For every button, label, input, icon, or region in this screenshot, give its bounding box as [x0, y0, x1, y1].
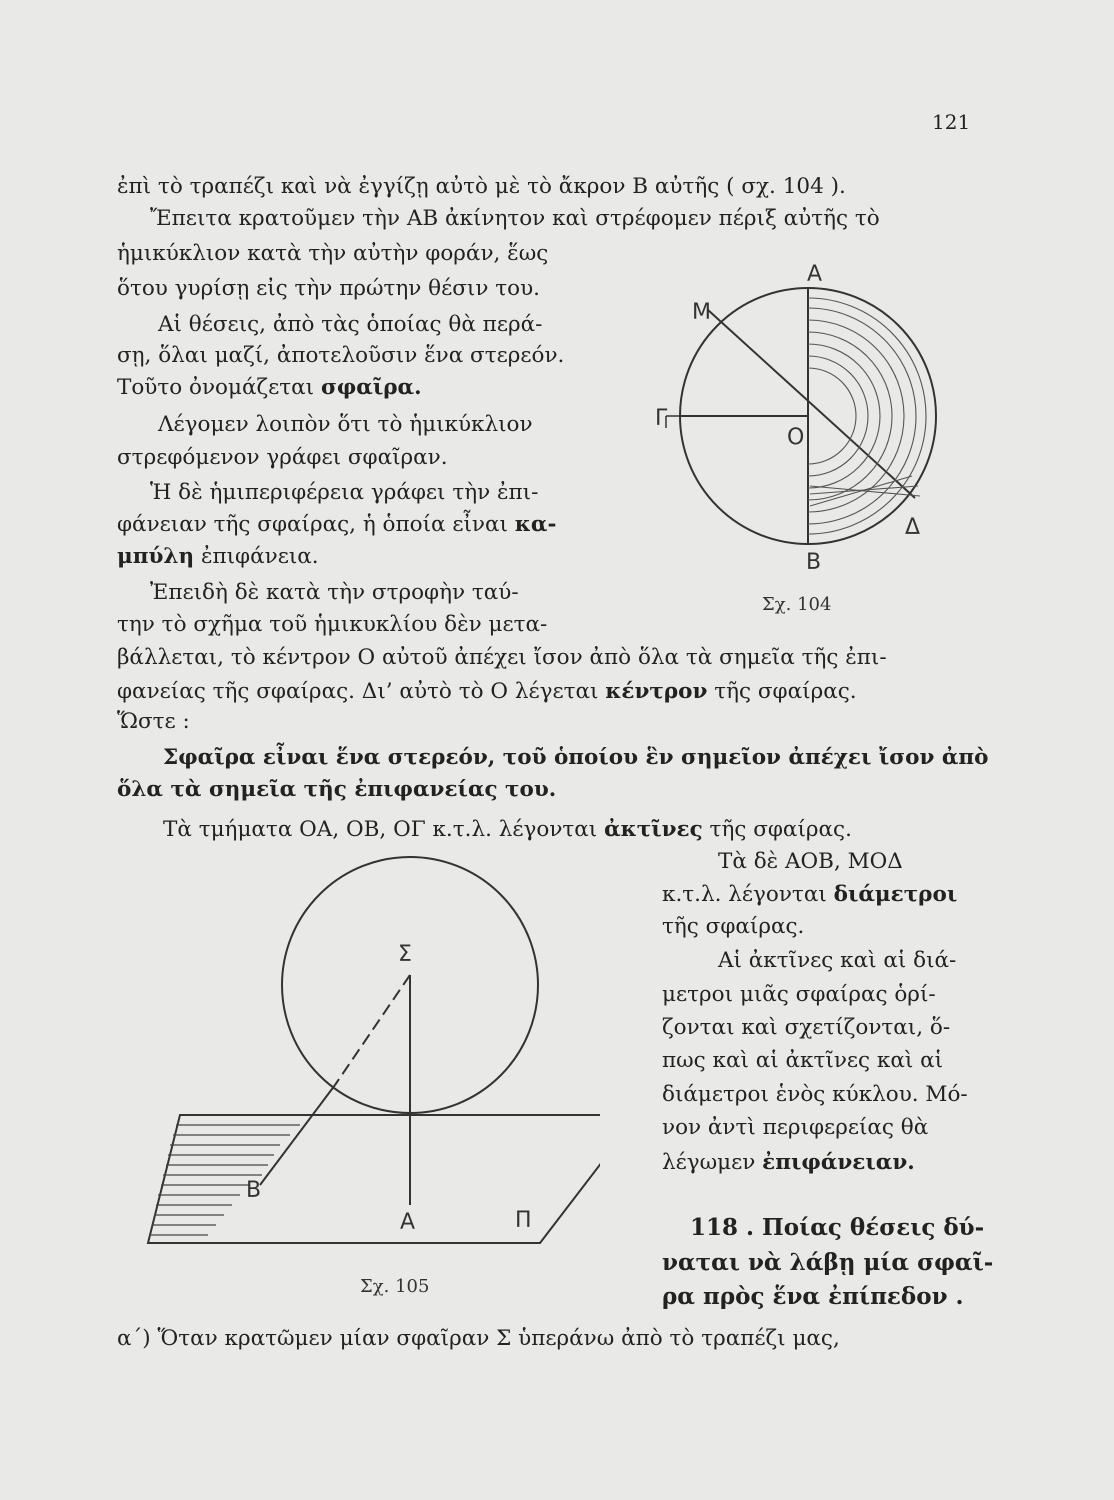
- page-number: 121: [932, 110, 971, 134]
- fig104-diameter-md: [708, 310, 915, 498]
- fig105-label-b: Β: [246, 1178, 262, 1203]
- text-line-12: [117, 542, 319, 572]
- text-line-14: την τὸ σχῆμα τοῦ ἡμικυκλίου δὲν μετα-: [117, 612, 548, 637]
- fig104-label-b: Β: [806, 550, 822, 575]
- term-kentron: κέντρον: [605, 679, 708, 704]
- text-line-2: Ἔπειτα κρατοῦμεν τὴν ΑΒ ἀκίνητον καὶ στρέφομεν πέριξ αὐτῆς τὸ: [150, 206, 880, 231]
- text-line-7-a: Τοῦτο ὀνομάζεται: [117, 375, 315, 400]
- text-line-4: ὅτου γυρίσῃ εἰς τὴν πρώτην θέσιν του.: [117, 276, 541, 301]
- text-line-16-c: τῆς σφαίρας.: [714, 679, 857, 704]
- text-line-7: [117, 373, 422, 403]
- text-line-13: Ἐπειδὴ δὲ κατὰ τὴν στροφὴν ταύ-: [150, 580, 519, 605]
- text-line-11-a: φάνειαν τῆς σφαίρας, ἡ ὁποία εἶναι: [117, 512, 508, 537]
- fig105-label-p: Π: [515, 1208, 532, 1233]
- text-line-30: [662, 1148, 915, 1178]
- text-line-24: Αἱ ἀκτῖνες καὶ αἱ διά-: [718, 948, 957, 973]
- text-line-29: νον ἀντὶ περιφερείας θὰ: [662, 1115, 929, 1140]
- definition-line-2: ὅλα τὰ σημεῖα τῆς ἐπιφανείας του.: [117, 777, 557, 802]
- section-118-line-1: 118 . Ποίας θέσεις δύ-: [690, 1214, 985, 1241]
- text-line-22-a: κ.τ.λ. λέγονται: [662, 882, 827, 907]
- text-line-26: ζονται καὶ σχετίζονται, ὅ-: [662, 1015, 951, 1040]
- text-line-1: ἐπὶ τὸ τραπέζι καὶ νὰ ἐγγίζῃ αὐτὸ μὲ τὸ ἄκρον Β αὐτῆς ( σχ. 104 ).: [117, 174, 846, 199]
- fig104-caption: Σχ. 104: [762, 594, 832, 615]
- text-line-34: α΄) Ὅταν κρατῶμεν μίαν σφαῖραν Σ ὑπεράνω ἀπὸ τὸ τραπέζι μας,: [117, 1326, 840, 1351]
- text-line-22: [662, 880, 957, 910]
- text-line-20-a: Τὰ τμήματα ΟΑ, ΟΒ, ΟΓ κ.τ.λ. λέγονται: [163, 817, 598, 842]
- text-line-11: [117, 510, 556, 540]
- fig105-caption: Σχ. 105: [360, 1276, 430, 1297]
- fig104-label-m: Μ: [692, 300, 711, 325]
- text-line-5: Αἱ θέσεις, ἀπὸ τὰς ὁποίας θὰ περά-: [158, 312, 543, 337]
- fig105-oblique-dashed: [335, 975, 410, 1085]
- term-sfaira: σφαῖρα.: [320, 375, 422, 400]
- term-kampyli-2: μπύλη: [117, 544, 195, 569]
- fig104-label-d: Δ: [905, 515, 921, 540]
- text-line-27: πως καὶ αἱ ἀκτῖνες καὶ αἱ: [662, 1048, 944, 1073]
- fig105-label-a: Α: [400, 1210, 416, 1235]
- fig105-plane: [148, 1115, 600, 1243]
- text-line-17: Ὥστε :: [117, 709, 190, 734]
- text-line-30-a: λέγωμεν: [662, 1150, 756, 1175]
- text-line-6: σῃ, ὅλαι μαζί, ἀποτελοῦσιν ἕνα στερεόν.: [117, 343, 565, 368]
- text-line-16-a: φανείας τῆς σφαίρας. Δι’ αὐτὸ τὸ Ο λέγεται: [117, 679, 599, 704]
- text-line-12-b: ἐπιφάνεια.: [200, 544, 319, 569]
- section-118-line-2: ναται νὰ λάβῃ μία σφαῖ-: [662, 1249, 994, 1276]
- text-line-25: μετροι μιᾶς σφαίρας ὁρί-: [662, 982, 936, 1007]
- term-diametroi: διάμετροι: [833, 882, 958, 907]
- term-kampyli-1: κα-: [514, 512, 557, 537]
- text-line-8: Λέγομεν λοιπὸν ὅτι τὸ ἡμικύκλιον: [158, 412, 533, 437]
- text-line-23: τῆς σφαίρας.: [662, 914, 805, 939]
- term-aktines: ἀκτῖνες: [604, 817, 703, 842]
- term-epifaneia: ἐπιφάνειαν.: [762, 1150, 915, 1175]
- text-line-15: βάλλεται, τὸ κέντρον Ο αὐτοῦ ἀπέχει ἴσον ἀπὸ ὅλα τὰ σημεῖα τῆς ἐπι-: [117, 645, 887, 670]
- text-line-3: ἡμικύκλιον κατὰ τὴν αὐτὴν φοράν, ἕως: [117, 241, 549, 266]
- text-line-9: στρεφόμενον γράφει σφαῖραν.: [117, 445, 448, 470]
- section-118-line-3: ρα πρὸς ἕνα ἐπίπεδον .: [662, 1283, 964, 1310]
- text-line-10: Ἡ δὲ ἡμιπεριφέρεια γράφει τὴν ἐπι-: [150, 480, 539, 505]
- text-line-28: διάμετροι ἑνὸς κύκλου. Μό-: [662, 1082, 968, 1107]
- fig105-label-s: Σ: [398, 942, 412, 967]
- fig104-label-a: Α: [807, 262, 823, 287]
- text-line-20-c: τῆς σφαίρας.: [709, 817, 852, 842]
- fig104-label-o: Ο: [787, 425, 805, 450]
- definition-line-1: Σφαῖρα εἶναι ἕνα στερεόν, τοῦ ὁποίου ἓν σημεῖον ἀπέχει ἴσον ἀπὸ: [163, 745, 989, 770]
- fig104-label-g: Γ: [655, 406, 668, 431]
- text-line-20: [163, 815, 852, 845]
- text-line-16: [117, 677, 857, 707]
- text-line-21: Τὰ δὲ ΑΟΒ, ΜΟΔ: [718, 849, 903, 874]
